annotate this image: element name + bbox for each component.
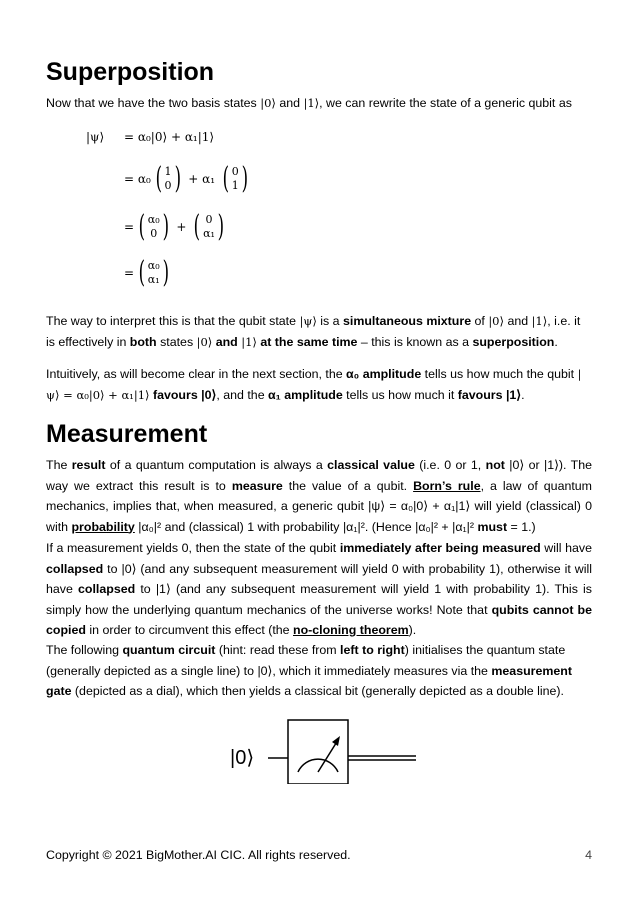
superposition-explanation: The way to interpret this is that the qubit state |ψ⟩ is a simultaneous mixture of |0⟩ and |1⟩, i.e. it is effectively in both states |0⟩ and |1⟩ at the same time – this is known as a superposition. [46,314,581,349]
quantum-circuit-diagram [228,716,418,784]
section-title-measurement: Measurement [46,420,208,448]
quantum-circuit-description: The following quantum circuit (hint: read these from left to right) initialises the quantum state (generally depicted as a single line) to |0⟩, which it immediately measures via the measurement gate (depicted as a dial), which then yields a classical bit (generally depicted as a double line). [46,643,572,698]
column-vector: ( α₀ α₁ ) [138,255,169,290]
column-vector: ( 1 0 ) [155,161,181,196]
copyright-notice: Copyright © 2021 BigMother.AI CIC. All rights reserved. [46,848,351,862]
equation-line-2: = α₀ ( 1 0 ) + α₁ ( 0 1 ) [0,164,638,198]
column-vector: ( 0 α₁ ) [194,209,225,244]
measurement-gate-box [288,720,348,784]
column-vector: ( α₀ 0 ) [138,209,169,244]
born-rule-term: Born’s rule [413,478,481,493]
equation-line-1 [0,130,638,150]
section-title-superposition: Superposition [46,58,215,86]
amplitude-intuition: Intuitively, as will become clear in the next section, the α₀ amplitude tells us how much the qubit |ψ⟩ = α₀|0⟩ + α₁|1⟩ favours |0⟩, and the α₁ amplitude tells us how much it favours |1⟩. [46,367,582,402]
circuit-input-label: |0⟩ [230,747,255,769]
page-number: 4 [585,848,592,862]
measurement-needle-arrowhead [332,736,340,746]
equation-line-3: = ( α₀ 0 ) + ( 0 α₁ ) [0,212,638,246]
measurement-collapse: If a measurement yields 0, then the state of the qubit immediately after being measured will have collapsed to |0⟩ (and any subsequent measurement will yield 0 with probability 1), otherwise it will have collapsed to |1⟩ (and any subsequent measurement will yield 1 with probability 1). This is simply how the underlying quantum mechanics of the universe works! Note that qubits cannot be copied in order to circumvent this effect (the no-cloning theorem). [46,541,592,637]
measurement-dial-arc [298,759,338,772]
measurement-born-rule: The result of a quantum computation is always a classical value (i.e. 0 or 1, not |0⟩ or |1⟩). The way we extract this result is to measure the value of a qubit. Born’s rule, a law of quantum mechanics, implies that, when measured, a generic qubit |ψ⟩ = α₀|0⟩ + α₁|1⟩ will yield (classical) 0 with probability |α₀|² and (classical) 1 with probability |α₁|². (Hence |α₀|² + |α₁|² must = 1.) [46,458,593,534]
probability-term: probability [71,519,135,534]
equation-lhs: |ψ⟩ [86,130,105,144]
superposition-intro: Now that we have the two basis states |0⟩ and |1⟩, we can rewrite the state of a generic qubit as [46,96,572,110]
no-cloning-theorem-term: no-cloning theorem [293,623,409,637]
page-footer [46,848,592,862]
column-vector: ( 0 1 ) [222,161,248,196]
equation-rhs-1: = α₀|0⟩ + α₁|1⟩ [124,130,215,144]
equation-line-4: = ( α₀ α₁ ) [0,258,638,292]
circuit-svg [228,716,418,784]
